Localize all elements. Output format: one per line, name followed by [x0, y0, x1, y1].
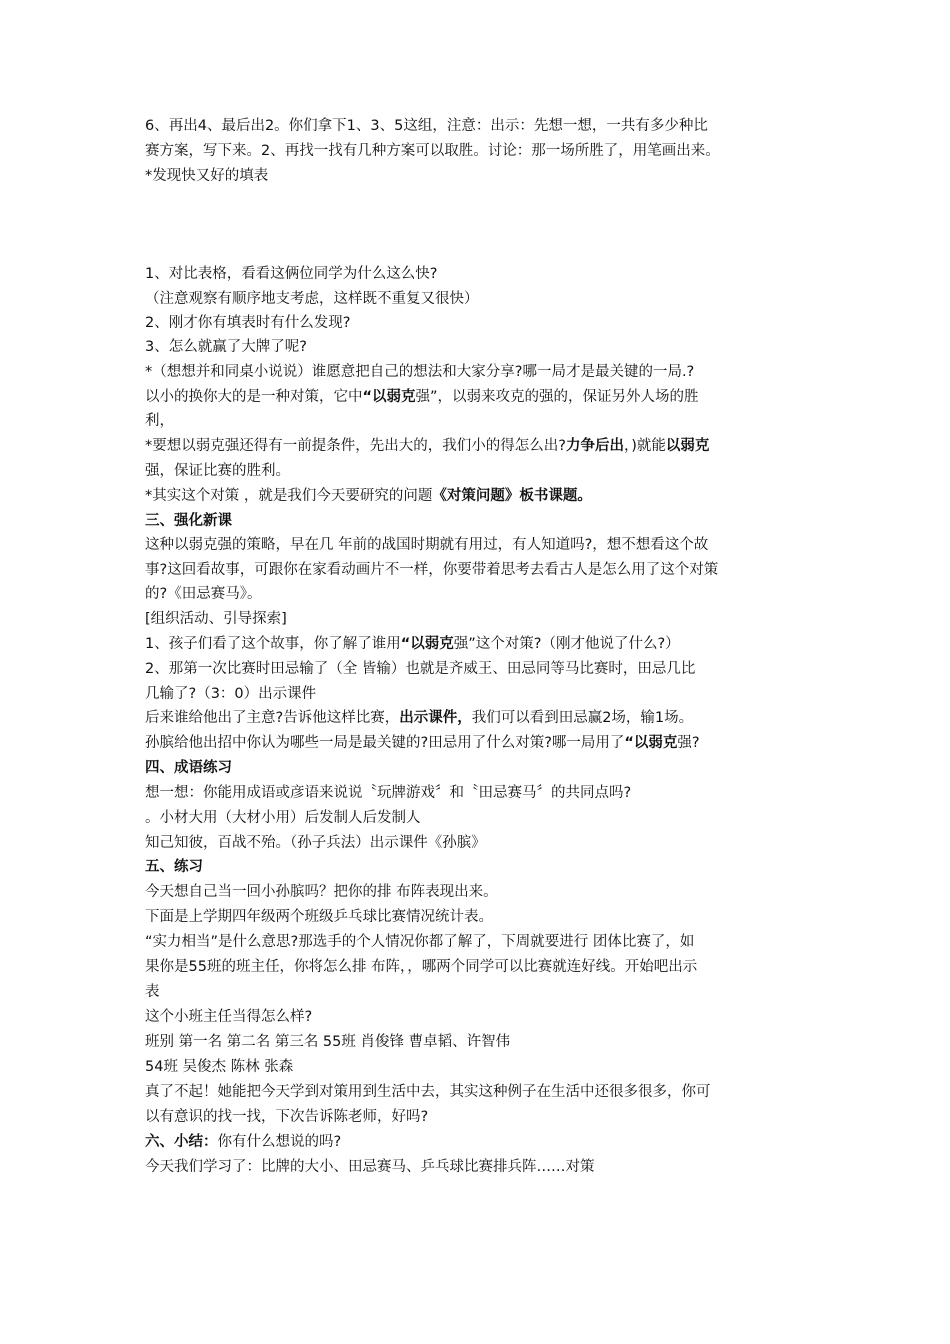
- text-run: 我们可以看到田忌赢2场，输1场。: [471, 710, 694, 726]
- text-run: 的?《田忌赛马》。: [145, 586, 262, 602]
- bold-text: 出示课件，: [399, 710, 472, 726]
- text-run: 1、孩子们看了这个故事，你了解了谁用: [145, 636, 401, 652]
- text-run: “实力相当”是什么意思?那选手的个人情况你都了解了，下周就要进行 团体比赛了，如: [145, 934, 695, 950]
- text-run: ，)就能: [623, 438, 666, 454]
- paragraph-line: [145, 1155, 810, 1179]
- paragraph-line: [145, 385, 810, 409]
- text-run: 后来谁给他出了主意?告诉他这样比赛，: [145, 710, 400, 726]
- paragraph-line: [145, 1055, 810, 1079]
- paragraph-line: [145, 781, 810, 805]
- paragraph-line: [145, 459, 810, 483]
- paragraph-line: [145, 806, 810, 830]
- paragraph-line: [145, 1080, 810, 1104]
- text-run: 表: [145, 984, 160, 1000]
- paragraph-line: [145, 1130, 810, 1154]
- bold-text: 以弱克: [665, 438, 710, 454]
- text-run: （注意观察有顺序地支考虑，这样既不重复又很快）: [145, 291, 479, 307]
- text-run: 真了不起！她能把今天学到对策用到生活中去，其实这种例子在生活中还很多很多，你可: [145, 1084, 711, 1100]
- paragraph-line: [145, 582, 810, 606]
- paragraph-line: [145, 262, 810, 286]
- paragraph-line: [145, 335, 810, 359]
- text-run: 3、怎么就赢了大牌了呢?: [145, 339, 307, 355]
- paragraph-line: [145, 880, 810, 904]
- text-run: 以有意识的找一找，下次告诉陈老师，好吗?: [145, 1109, 429, 1125]
- text-run: 这种以弱克强的策略，早在几 年前的战国时期就有用过，有人知道吗?，想不想看这个故: [145, 537, 709, 553]
- bold-text: “以弱克: [400, 636, 454, 652]
- text-run: 利，: [145, 413, 174, 429]
- paragraph-line: [145, 905, 810, 929]
- paragraph-line: [145, 558, 810, 582]
- paragraph-line: [145, 484, 810, 508]
- text-run: 1、对比表格，看看这俩位同学为什么这么快?: [145, 266, 438, 282]
- text-run: 6、再出4、最后出2。你们拿下1、3、5这组，注意：出示：先想一想，一共有多少种比: [145, 118, 708, 134]
- paragraph-line: [145, 434, 810, 458]
- paragraph-line: [145, 632, 810, 656]
- paragraph-line: [145, 409, 810, 433]
- text-run: 你有什么想说的吗?: [217, 1134, 342, 1150]
- text-run: 班别 第一名 第二名 第三名 55班 肖俊锋 曹卓韬、许智伟: [145, 1034, 511, 1050]
- paragraph-line: [145, 1105, 810, 1129]
- bold-text: 板书课题。: [519, 488, 592, 504]
- paragraph-line: [145, 980, 810, 1004]
- bold-text: 四、成语练习: [145, 760, 232, 776]
- paragraph-line: [145, 533, 810, 557]
- text-run: 强?: [677, 735, 700, 751]
- text-run: 这个小班主任当得怎么样?: [145, 1009, 313, 1025]
- paragraph-line: [145, 164, 810, 188]
- paragraph-line: [145, 930, 810, 954]
- paragraph-line: [145, 682, 810, 706]
- paragraph-line: [145, 1030, 810, 1054]
- text-run: *其实这个对策 ，就是我们今天要研究的问题: [145, 488, 433, 504]
- text-run: *发现快又好的填表: [145, 168, 269, 184]
- text-run: 知己知彼，百战不殆。（孙子兵法）出示课件《孙膑》: [145, 835, 486, 851]
- text-run: *要想以弱克强还得有一前提条件，先出大的，我们小的得怎么出?: [145, 438, 566, 454]
- paragraph-line: [145, 955, 810, 979]
- paragraph-line: [145, 139, 810, 163]
- text-run: *（想想并和同桌小说说）谁愿意把自己的想法和大家分享?哪一局才是最关键的一局.?: [145, 364, 695, 380]
- paragraph-line: [145, 287, 810, 311]
- text-run: 今天我们学习了：比牌的大小、田忌赛马、乒乓球比赛排兵阵……对策: [145, 1159, 595, 1175]
- bold-text: “以弱克: [624, 735, 678, 751]
- text-run: 几输了?（3：0）出示课件: [145, 686, 317, 702]
- bold-text: 力争后出: [565, 438, 624, 454]
- text-run: 54班 吴俊杰 陈林 张森: [145, 1059, 294, 1075]
- text-run: 以小的换你大的是一种对策，它中: [145, 389, 363, 405]
- paragraph-line: [145, 706, 810, 730]
- paragraph-line: [145, 855, 810, 879]
- paragraph-line: [145, 731, 810, 755]
- text-run: 想一想：你能用成语或彦语来说说〝玩牌游戏〞和〝田忌赛马〞的共同点吗?: [145, 785, 632, 801]
- paragraph-line: [145, 657, 810, 681]
- text-run: 2、刚才你有填表时有什么发现?: [145, 315, 351, 331]
- paragraph-line: [145, 509, 810, 533]
- text-run: 下面是上学期四年级两个班级乒乓球比赛情况统计表。: [145, 909, 493, 925]
- bold-text: 六、小结：: [145, 1134, 218, 1150]
- text-run: 事?这回看故事，可跟你在家看动画片不一样，你要带着思考去看古人是怎么用了这个对策: [145, 562, 719, 578]
- text-run: 今天想自己当一回小孙膑吗？把你的排 布阵表现出来。: [145, 884, 498, 900]
- bold-text: 三、强化新课: [145, 513, 232, 529]
- text-run: 果你是55班的班主任，你将怎么排 布阵，，哪两个同学可以比赛就连好线。开始吧出示: [145, 959, 698, 975]
- bold-text: 五、练习: [145, 859, 203, 875]
- paragraph-line: [145, 311, 810, 335]
- text-run: [组织活动、引导探索]: [145, 611, 287, 627]
- paragraph-line: [145, 756, 810, 780]
- text-run: 赛方案，写下来。2、再找一找有几种方案可以取胜。讨论：那一场所胜了，用笔画出来。: [145, 143, 720, 159]
- paragraph-line: [145, 607, 810, 631]
- text-run: 强，保证比赛的胜利。: [145, 463, 290, 479]
- paragraph-line: [145, 114, 810, 138]
- paragraph-line: [145, 360, 810, 384]
- text-run: 2、那第一次比赛时田忌输了（全 皆输）也就是齐威王、田忌同等马比赛时，田忌几比: [145, 661, 696, 677]
- bold-text: “以弱克: [362, 389, 416, 405]
- text-run: 。小材大用（大材小用）后发制人后发制人: [145, 810, 421, 826]
- paragraph-line: [145, 831, 810, 855]
- paragraph-line: [145, 1005, 810, 1029]
- bold-text: 《对策问题》: [432, 488, 520, 504]
- text-run: 强”，以弱来攻克的强的，保证另外人场的胜: [415, 389, 699, 405]
- text-run: 强”这个对策?（刚才他说了什么?）: [453, 636, 680, 652]
- text-run: 孙膑给他出招中你认为哪些一局是最关键的?田忌用了什么对策?哪一局用了: [145, 735, 625, 751]
